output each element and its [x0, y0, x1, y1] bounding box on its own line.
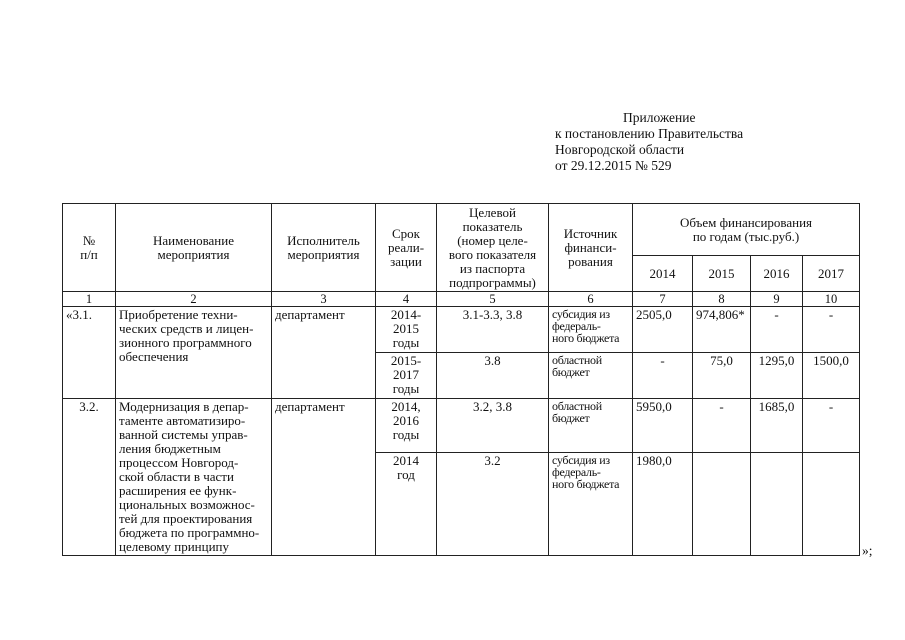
table-row [63, 399, 860, 453]
header-term: Срок реали- зации [376, 204, 437, 292]
col-number: 6 [549, 292, 633, 307]
closing-quote: »; [862, 543, 873, 558]
row-2016: 1685,0 [751, 399, 803, 453]
row-2015: 75,0 [693, 353, 751, 399]
appendix-line-1: к постановлению Правительства [555, 126, 744, 141]
row-term: 2014, 2016 годы [376, 399, 437, 453]
col-number: 9 [751, 292, 803, 307]
row-2014: 2505,0 [633, 307, 693, 353]
appendix-title: Приложение [623, 110, 696, 125]
col-number: 1 [63, 292, 116, 307]
header-year-2014: 2014 [633, 256, 693, 292]
col-number: 2 [116, 292, 272, 307]
col-number: 10 [803, 292, 860, 307]
row-num: 3.2. [63, 399, 116, 556]
measures-table [62, 203, 860, 556]
appendix-line-2: Новгородской области [555, 142, 685, 157]
row-term: 2014 год [376, 452, 437, 555]
row-2017: - [803, 307, 860, 353]
row-num: «3.1. [63, 307, 116, 399]
row-term: 2014- 2015 годы [376, 307, 437, 353]
row-2015: 974,806* [693, 307, 751, 353]
row-executor: департамент [272, 399, 376, 556]
row-2014: 1980,0 [633, 452, 693, 555]
row-name: Модернизация в депар- таменте автоматизиро- ванной системы управ- ления бюджетным процессом Новгород- ской области в части расширения ее функ- циональных возможнос- тей для проектирования бюджета по программно- целевому принципу [116, 399, 272, 556]
row-2016: - [751, 307, 803, 353]
header-executor: Исполнитель мероприятия [272, 204, 376, 292]
col-number: 3 [272, 292, 376, 307]
header-year-2015: 2015 [693, 256, 751, 292]
col-number: 7 [633, 292, 693, 307]
header-source: Источник финанси- рования [549, 204, 633, 292]
column-number-row [63, 292, 860, 307]
header-funding: Объем финансирования по годам (тыс.руб.) [633, 204, 860, 256]
row-source: субсидия из федераль- ного бюджета [549, 307, 633, 353]
row-2017: 1500,0 [803, 353, 860, 399]
header-year-2016: 2016 [751, 256, 803, 292]
header-year-2017: 2017 [803, 256, 860, 292]
row-executor: департамент [272, 307, 376, 399]
row-term: 2015- 2017 годы [376, 353, 437, 399]
row-2014: - [633, 353, 693, 399]
header-indicator: Целевой показатель (номер целе- вого показателя из паспорта подпрограммы) [437, 204, 549, 292]
row-name: Приобретение техни- ческих средств и лицен- зионного программного обеспечения [116, 307, 272, 399]
row-2017 [803, 452, 860, 555]
header-num: № п/п [63, 204, 116, 292]
table-row [63, 307, 860, 353]
row-2016 [751, 452, 803, 555]
col-number: 8 [693, 292, 751, 307]
appendix-line-3: от 29.12.2015 № 529 [555, 158, 672, 173]
row-indicator: 3.2, 3.8 [437, 399, 549, 453]
row-source: областной бюджет [549, 399, 633, 453]
col-number: 5 [437, 292, 549, 307]
row-2014: 5950,0 [633, 399, 693, 453]
row-2015 [693, 452, 751, 555]
row-2015: - [693, 399, 751, 453]
row-indicator: 3.8 [437, 353, 549, 399]
row-source: субсидия из федераль- ного бюджета [549, 452, 633, 555]
col-number: 4 [376, 292, 437, 307]
row-indicator: 3.2 [437, 452, 549, 555]
row-indicator: 3.1-3.3, 3.8 [437, 307, 549, 353]
header-name: Наименование мероприятия [116, 204, 272, 292]
row-2016: 1295,0 [751, 353, 803, 399]
appendix-header [555, 110, 743, 174]
row-2017: - [803, 399, 860, 453]
row-source: областной бюджет [549, 353, 633, 399]
